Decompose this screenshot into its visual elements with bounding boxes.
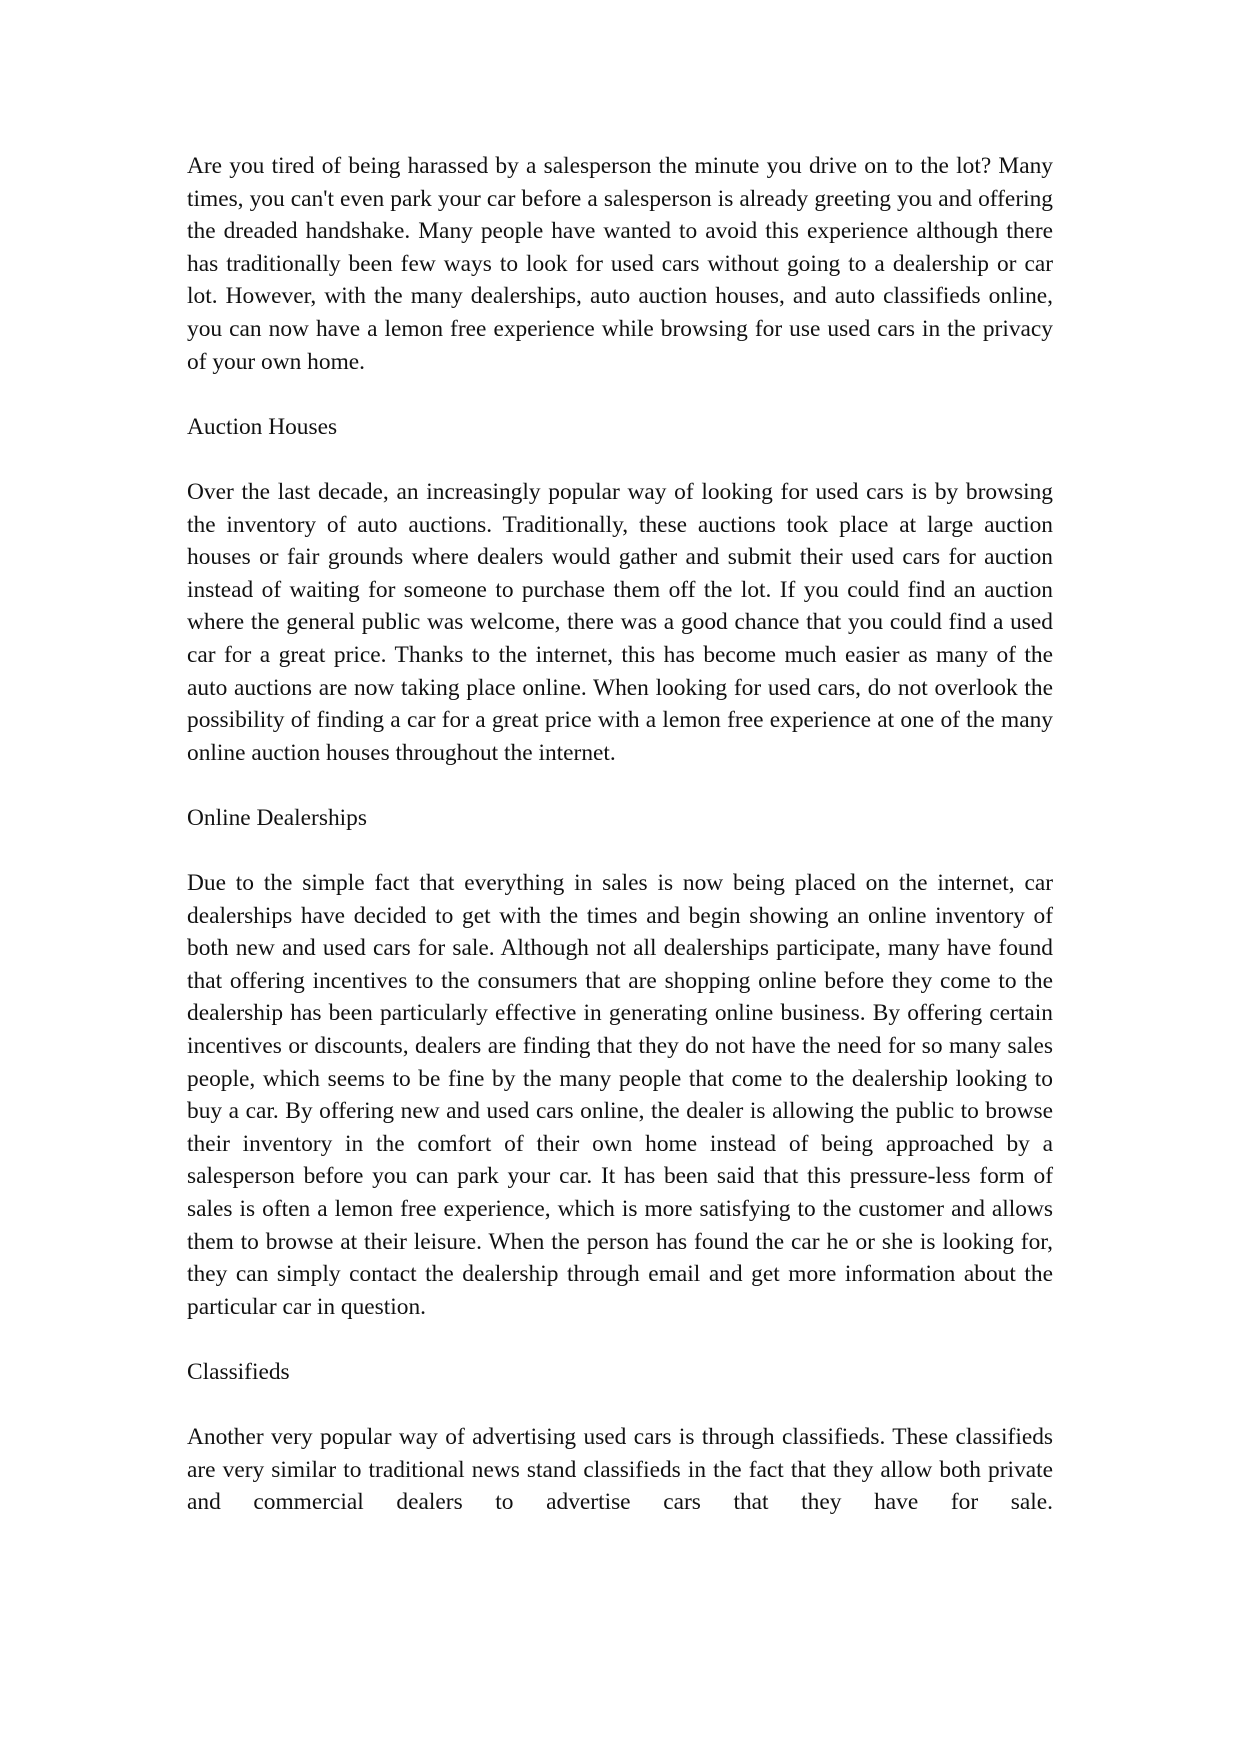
section-body-online-dealerships: Due to the simple fact that everything in sales is now being placed on the internet, car dealerships have decided to get with the times and begin showing an online inventory of both new and used cars for sale. Although not all dealerships participate, many have found that offering incentives to the consumers that are shopping online before they come to the dealership has been particularly effective in generating online business. By offering certain incentives or discounts, dealers are finding that they do not have the need for so many sales people, which seems to be fine by the many people that come to the dealership looking to buy a car. By offering new and used cars online, the dealer is allowing the public to browse their inventory in the comfort of their own home instead of being approached by a salesperson before you can park your car. It has been said that this pressure-less form of sales is often a lemon free experience, which is more satisfying to the customer and allows them to browse at their leisure. When the person has found the car he or she is looking for, they can simply contact the dealership through email and get more information about the particular car in question. bbox=[187, 870, 1053, 1320]
section-body-auction-houses: Over the last decade, an increasingly popular way of looking for used cars is by browsing the inventory of auto auctions. Traditionally, these auctions took place at large auction houses or fair grounds where dealers would gather and submit their used cars for auction instead of waiting for someone to purchase them off the lot. If you could find an auction where the general public was welcome, there was a good chance that you could find a used car for a great price. Thanks to the internet, this has become much easier as many of the auto auctions are now taking place online. When looking for used cars, do not overlook the possibility of finding a car for a great price with a lemon free experience at one of the many online auction houses throughout the internet. bbox=[187, 478, 1053, 766]
document-page bbox=[187, 150, 1053, 1552]
section-heading-auction-houses: Auction Houses bbox=[187, 413, 338, 440]
section-heading-online-dealerships: Online Dealerships bbox=[187, 804, 367, 831]
section-body-classifieds: Another very popular way of advertising used cars is through classifieds. These classifieds are very similar to traditional news stand classifieds in the fact that they allow both private and commercial dealers to advertise cars that they have for sale. bbox=[187, 1424, 1053, 1516]
section-heading-classifieds: Classifieds bbox=[187, 1358, 290, 1385]
intro-paragraph: Are you tired of being harassed by a salesperson the minute you drive on to the lot? Many times, you can't even park your car before a salesperson is already greeting you and offering the dreaded handshake. Many people have wanted to avoid this experience although there has traditionally been few ways to look for used cars without going to a dealership or car lot. However, with the many dealerships, auto auction houses, and auto classifieds online, you can now have a lemon free experience while browsing for use used cars in the privacy of your own home. bbox=[187, 153, 1053, 375]
